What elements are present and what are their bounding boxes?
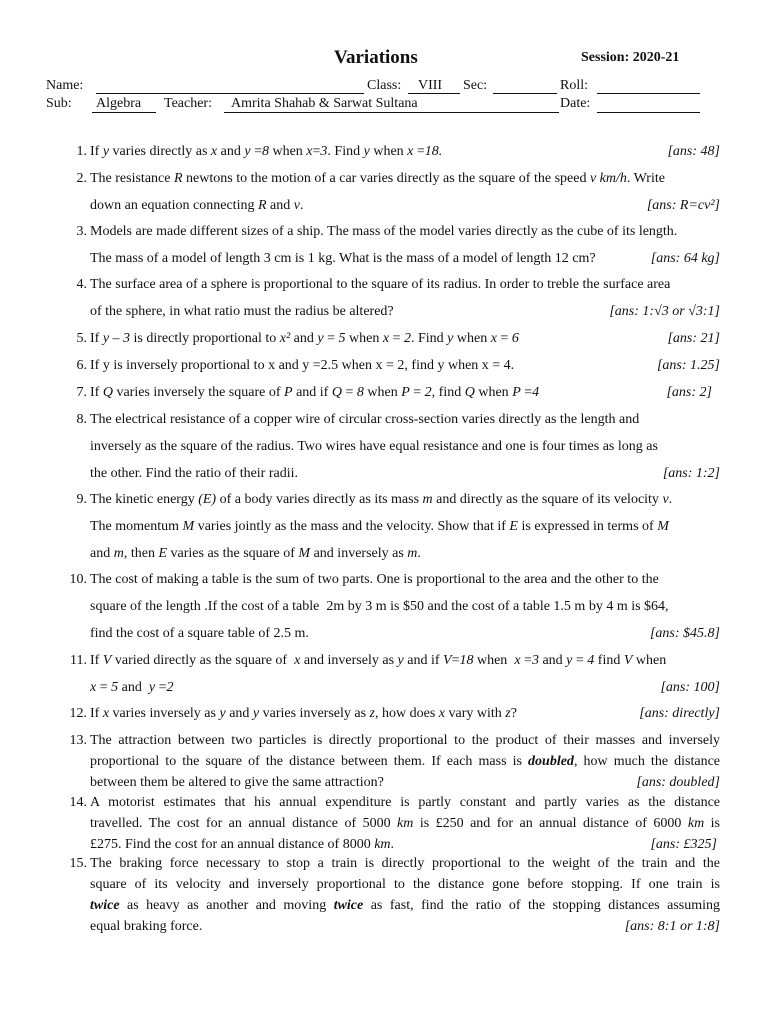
question-number: 1.	[76, 144, 87, 159]
class-value: VIII	[418, 78, 443, 93]
question-number: 4.	[76, 277, 87, 292]
sub-label: Sub:	[46, 96, 72, 111]
class-field[interactable]	[408, 93, 460, 94]
answer: [ans: 2]	[666, 385, 712, 400]
question-number: 11.	[70, 653, 87, 668]
question-number: 6.	[76, 358, 87, 373]
class-label: Class:	[367, 78, 402, 93]
answer: [ans: 1.25]	[656, 358, 720, 373]
question-number: 12.	[69, 706, 87, 721]
question-number: 14.	[69, 795, 87, 810]
question-number: 13.	[69, 733, 87, 748]
sec-field[interactable]	[493, 93, 557, 94]
answer: [ans: R=cv²]	[646, 198, 720, 213]
question-number: 2.	[76, 171, 87, 186]
question-number: 5.	[76, 331, 87, 346]
page-title: Variations	[334, 47, 418, 68]
question-number: 3.	[76, 224, 87, 239]
question-number: 9.	[76, 492, 87, 507]
answer: [ans: 100]	[660, 680, 720, 695]
sec-label: Sec:	[463, 78, 488, 93]
name-field[interactable]	[96, 93, 364, 94]
teacher-extra-line	[448, 112, 559, 113]
question-number: 8.	[76, 412, 87, 427]
question-number: 10.	[69, 572, 87, 587]
answer: [ans: 21]	[667, 331, 720, 346]
answer: [ans: £325]	[650, 837, 717, 852]
answer: [ans: directly]	[639, 706, 720, 721]
answer: [ans: 8:1 or 1:8]	[624, 919, 720, 934]
answer: [ans: 1:√3 or √3:1]	[609, 304, 720, 319]
worksheet-page: Variations Session: 2020-21 Name: Class: VIII Sec: Roll: Sub: Algebra Teacher: Amrita Shahab & Sarwat Sultana Date: 1. If y varies directly as x and y =8 when x=3. Find y when x =18. [ans: 48] 2. The resistance R newtons to the motion of a car varies directly as the square of the speed v km/h. Write down an equation connecting R and v. [ans: R=cv²] 3. Models are made different sizes of a ship. The mass of the model varies directly as the cube of its length. The mass of a model of length 3 cm is 1 kg. What is the mass of a model of length 12 cm? [ans: 64 kg] 4. The surface area of a sphere is proportional to the square of its radius. In order to treble the surface area of the sphere, in what ratio must the radius be altered? [ans: 1:√3 or √3:1] 5. If y – 3 is directly proportional to x² and y = 5 when x = 2. Find y when x = 6 [ans: 21] 6. If y is inversely proportional to x and y =2.5 when x = 2, find y when x = 4. [ans: 1.25] 7. If Q varies inversely the square of P and if Q = 8 when P = 2, find Q when P =4 [ans: 2] 8. The electrical resistance of a copper wire of circular cross-section varies directly as the length and inversely as the square of the radius. Two wires have equal resistance and one is four times as long as the other. Find the ratio of their radii. [ans: 1:2] 9. The kinetic energy (E) of a body varies directly as its mass m and directly as the square of its velocity v. The momentum M varies jointly as the mass and the velocity. Show that if E is expressed in terms of M and m, then E varies as the square of M and inversely as m. 10. The cost of making a table is the sum of two parts. One is proportional to the area and the other to the square of the length .If the cost of a table 2m by 3 m is $50 and the cost of a table 1.5 m by 4 m is $64, find the cost of a square table of 2.5 m. [ans: $45.8] 11. If V varied directly as the square of x and inversely as y and if V=18 when x =3 and y = 4 find V when x = 5 and y =2 [ans: 100] 12. If x varies inversely as y and y varies inversely as z, how does x vary with z? [ans: directly] 13. The attraction between two particles is directly proportional to the product of their masses and inversely proportional to the square of the distance between them. If each mass is doubled, how much the distance between them be altered to give the same attraction? [ans: doubled] 14. A motorist estimates that his annual expenditure is partly constant and partly varies as the distance travelled. The cost for an annual distance of 5000 km is £250 and for an annual distance of 6000 km is £275. Find the cost for an annual distance of 8000 km. [ans: £325] 15. The braking force necessary to stop a train is directly proportional to the weight of the train and the square of its velocity and inversely proportional to the distance gone before stopping. If one train is twice as heavy as another and moving twice as fast, find the ratio of the stopping distances assuming equal braking force. [ans: 8:1 or 1:8]	[46, 47, 721, 934]
answer: [ans: 48]	[667, 144, 720, 159]
roll-field[interactable]	[597, 93, 700, 94]
date-label: Date:	[560, 96, 591, 111]
answer: [ans: $45.8]	[649, 626, 720, 641]
teacher-label: Teacher:	[164, 96, 212, 111]
name-label: Name:	[46, 78, 84, 93]
teacher-value: Amrita Shahab & Sarwat Sultana	[231, 96, 418, 111]
sub-value: Algebra	[96, 96, 142, 111]
answer: [ans: doubled]	[636, 775, 720, 790]
answer: [ans: 1:2]	[662, 466, 720, 481]
sub-field[interactable]	[92, 112, 156, 113]
date-field[interactable]	[597, 112, 700, 113]
roll-label: Roll:	[560, 78, 589, 93]
question-number: 7.	[76, 385, 87, 400]
answer: [ans: 64 kg]	[650, 251, 720, 266]
session-label: Session: 2020-21	[581, 50, 680, 65]
question-number: 15.	[69, 856, 87, 871]
teacher-field[interactable]	[224, 112, 448, 113]
